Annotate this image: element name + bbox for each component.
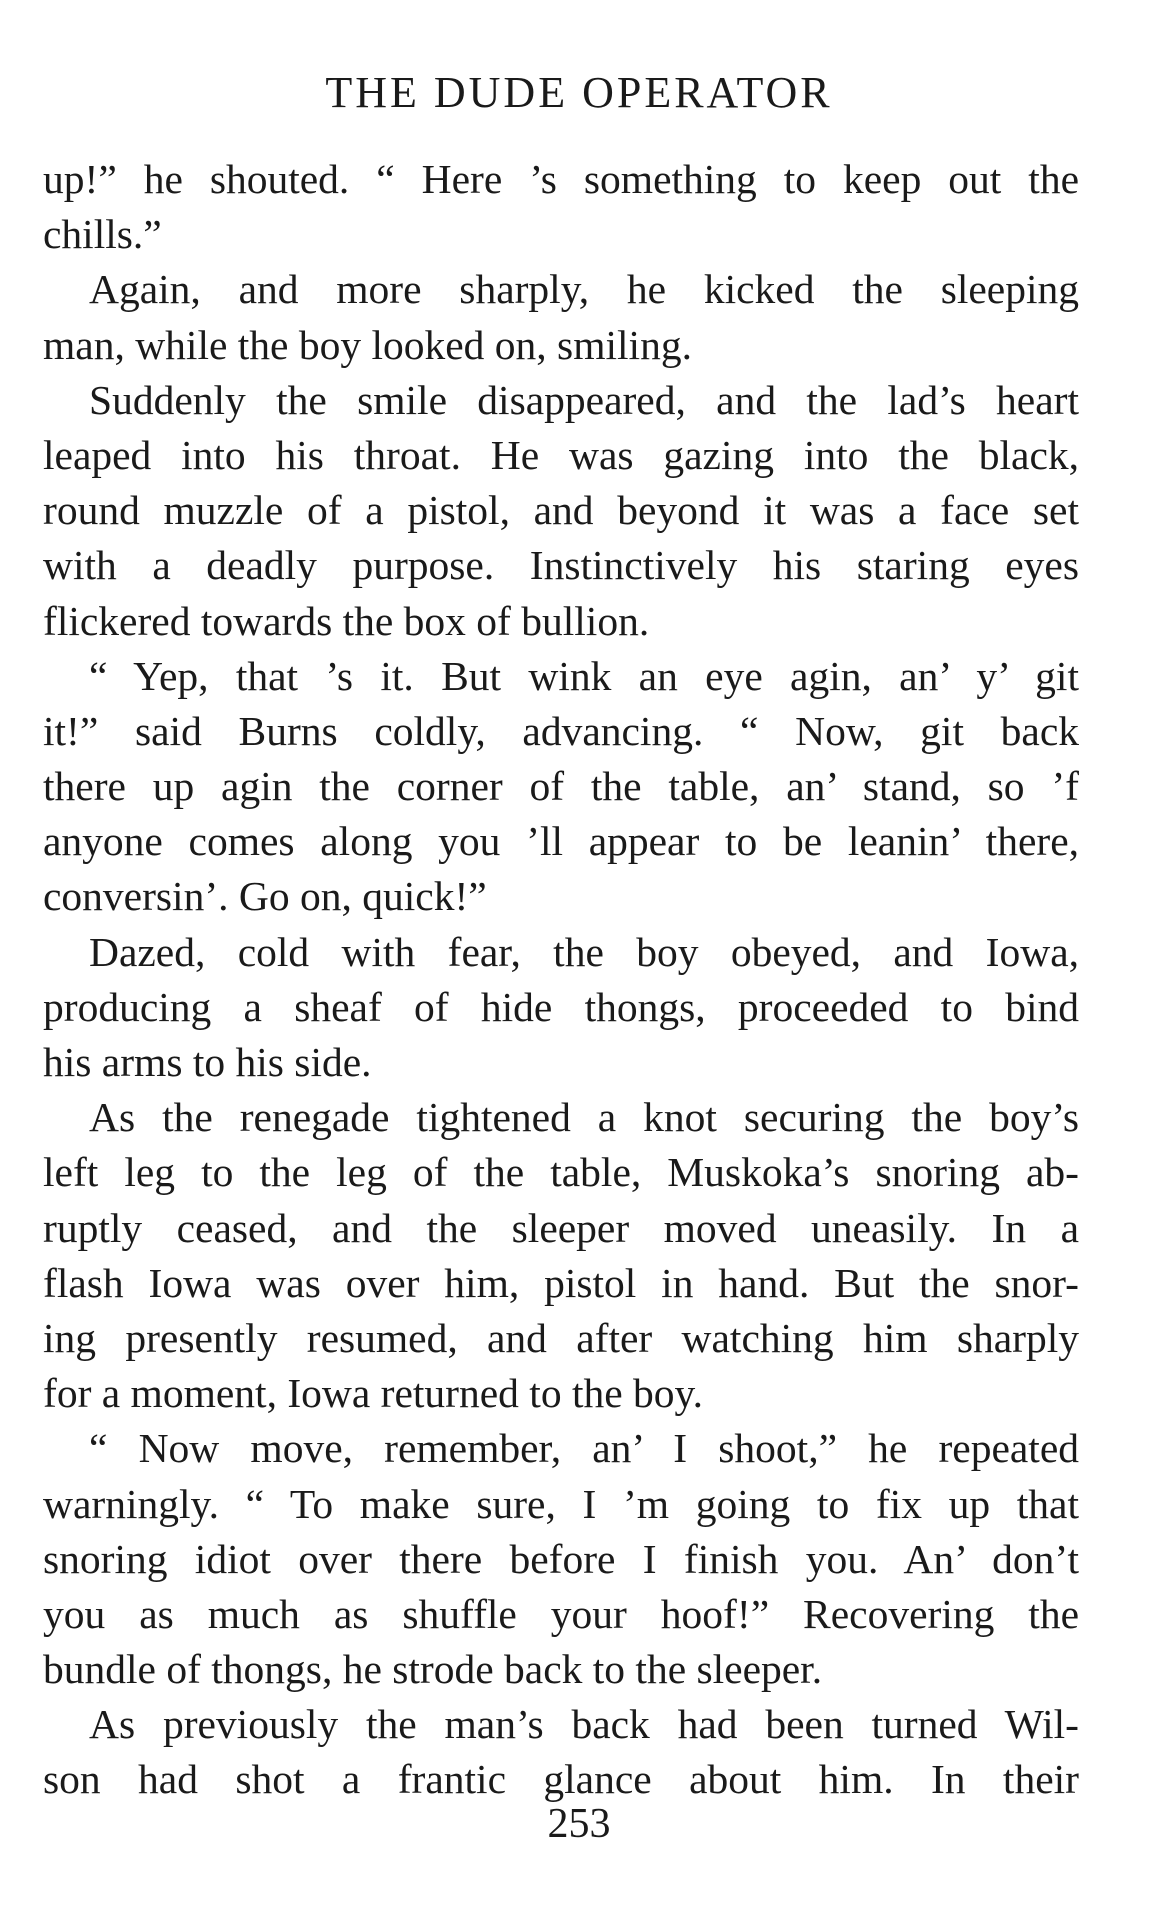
text-line: warningly. “ To make sure, I ’m going to fix up that <box>43 1480 1079 1527</box>
text-line: leaped into his throat. He was gazing into the black, <box>43 431 1079 478</box>
text-line: “ Now move, remember, an’ I shoot,” he repeated <box>89 1425 1079 1472</box>
text-line: you as much as shuffle your hoof!” Recovering the <box>43 1590 1079 1637</box>
text-line: bundle of thongs, he strode back to the sleeper. <box>43 1646 823 1693</box>
text-line: snoring idiot over there before I finish you. An’ don’t <box>43 1535 1079 1582</box>
text-line: for a moment, Iowa returned to the boy. <box>43 1370 703 1417</box>
text-line: chills.” <box>43 211 162 258</box>
text-line: up!” he shouted. “ Here ’s something to keep out the <box>43 156 1079 202</box>
text-line: round muzzle of a pistol, and beyond it was a face set <box>43 487 1079 534</box>
text-line: son had shot a frantic glance about him. In their <box>43 1756 1079 1803</box>
text-line: left leg to the leg of the table, Muskoka’s snoring ab- <box>43 1149 1079 1196</box>
text-line: Suddenly the smile disappeared, and the lad’s heart <box>89 376 1079 423</box>
text-line: “ Yep, that ’s it. But wink an eye agin, an’ y’ git <box>89 652 1079 699</box>
text-line: producing a sheaf of hide thongs, proceeded to bind <box>43 983 1079 1030</box>
running-head: THE DUDE OPERATOR <box>325 68 833 117</box>
text-line: man, while the boy looked on, smiling. <box>43 321 692 368</box>
text-line: flash Iowa was over him, pistol in hand. But the snor- <box>43 1259 1079 1306</box>
text-line: Dazed, cold with fear, the boy obeyed, and Iowa, <box>89 928 1079 975</box>
page-number: 253 <box>547 1801 611 1847</box>
body-text <box>43 152 1079 1808</box>
text-line: it!” said Burns coldly, advancing. “ Now, git back <box>43 707 1079 754</box>
text-line: As previously the man’s back had been turned Wil- <box>89 1701 1079 1748</box>
text-line: his arms to his side. <box>43 1039 372 1085</box>
text-line: ing presently resumed, and after watching him sharply <box>43 1314 1079 1361</box>
text-line: there up agin the corner of the table, an’ stand, so ’f <box>43 763 1079 810</box>
text-line: anyone comes along you ’ll appear to be leanin’ there, <box>43 818 1079 865</box>
text-line: As the renegade tightened a knot securing the boy’s <box>89 1094 1079 1141</box>
text-line: with a deadly purpose. Instinctively his staring eyes <box>43 542 1079 589</box>
text-line: Again, and more sharply, he kicked the sleeping <box>89 266 1079 313</box>
text-line: conversin’. Go on, quick!” <box>43 873 487 920</box>
text-line: flickered towards the box of bullion. <box>43 597 650 644</box>
text-line: ruptly ceased, and the sleeper moved uneasily. In a <box>43 1204 1079 1251</box>
